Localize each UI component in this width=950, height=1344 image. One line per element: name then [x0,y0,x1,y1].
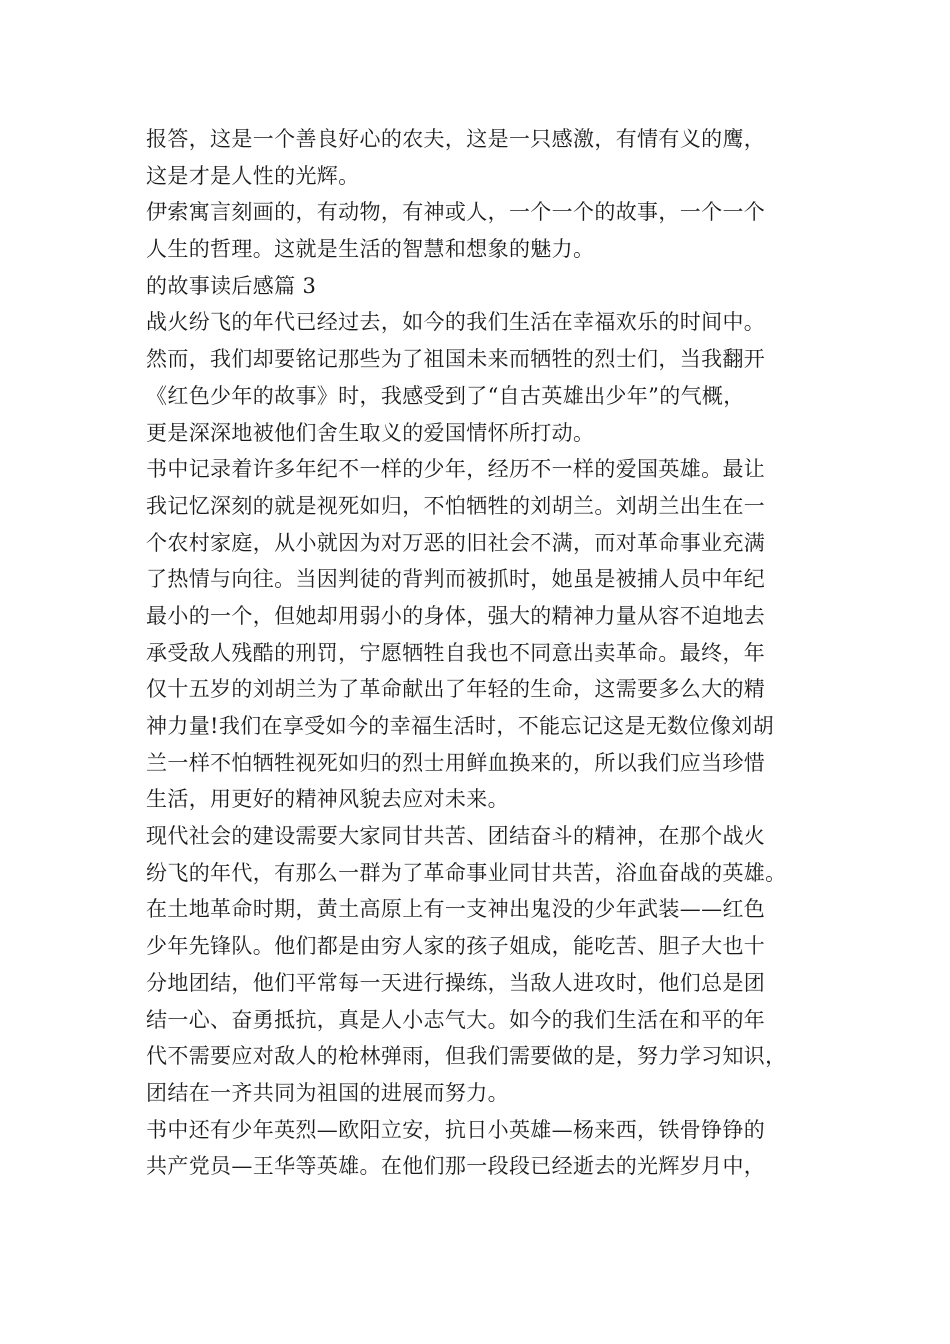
text-line: 生活，用更好的精神风貌去应对未来。 [146,787,509,812]
text-line: 这是才是人性的光辉。 [146,163,360,188]
text-line: 个农村家庭，从小就因为对万恶的旧社会不满，而对革命事业充满 [146,530,766,555]
text-line: 结一心、奋勇抵抗，真是人小志气大。如今的我们生活在和平的年 [146,1007,766,1032]
text-line: 纷飞的年代，有那么一群为了革命事业同甘共苦，浴血奋战的英雄。 [146,860,787,885]
text-line: 少年先锋队。他们都是由穷人家的孩子姐成，能吃苦、胆子大也十 [146,934,766,959]
text-line: 更是深深地被他们舍生取义的爱国情怀所打动。 [146,420,595,445]
text-line: 战火纷飞的年代已经过去，如今的我们生活在幸福欢乐的时间中。 [146,310,766,335]
text-line: 神力量!我们在享受如今的幸福生活时，不能忘记这是无数位像刘胡 [146,714,774,738]
text-line: 《红色少年的故事》时，我感受到了“自古英雄出少年”的气概， [146,383,745,408]
text-line: 最小的一个，但她却用弱小的身体，强大的精神力量从容不迫地去 [146,603,766,628]
text-line: 报答，这是一个善良好心的农夫，这是一只感激，有情有义的鹰， [146,127,766,151]
text-line: 人生的哲理。这就是生活的智慧和想象的魅力。 [146,237,595,262]
document-body [146,121,836,1185]
text-line: 现代社会的建设需要大家同甘共苦、团结奋斗的精神，在那个战火 [146,824,766,849]
text-line: 分地团结，他们平常每一天进行操练，当敌人进攻时，他们总是团 [146,970,766,995]
section-heading: 的故事读后感篇 3 [146,273,317,298]
text-line: 然而，我们却要铭记那些为了祖国未来而牺牲的烈士们，当我翻开 [146,347,766,372]
text-line: 伊索寓言刻画的，有动物，有神或人，一个一个的故事，一个一个 [146,200,766,225]
text-line: 了热情与向往。当因判徒的背判而被抓时，她虽是被捕人员中年纪 [146,567,766,592]
text-line: 承受敌人残酷的刑罚，宁愿牺牲自我也不同意出卖革命。最终，年 [146,640,766,665]
text-line: 在土地革命时期，黄土高原上有一支神出鬼没的少年武装——红色 [146,897,766,922]
text-line: 代不需要应对敌人的枪林弹雨，但我们需要做的是，努力学习知识， [146,1044,787,1069]
text-line: 书中记录着许多年纪不一样的少年，经历不一样的爱国英雄。最让 [146,457,766,482]
text-line: 仅十五岁的刘胡兰为了革命献出了年轻的生命，这需要多么大的精 [146,677,766,702]
text-line: 书中还有少年英烈—欧阳立安，抗日小英雄—杨来西，铁骨铮铮的 [146,1117,766,1142]
text-line: 共产党员—王华等英雄。在他们那一段段已经逝去的光辉岁月中， [146,1154,766,1179]
text-line: 兰一样不怕牺牲视死如归的烈士用鲜血换来的，所以我们应当珍惜 [146,750,766,775]
text-line: 团结在一齐共同为祖国的进展而努力。 [146,1080,509,1105]
text-line: 我记忆深刻的就是视死如归，不怕牺牲的刘胡兰。刘胡兰出生在一 [146,493,766,518]
